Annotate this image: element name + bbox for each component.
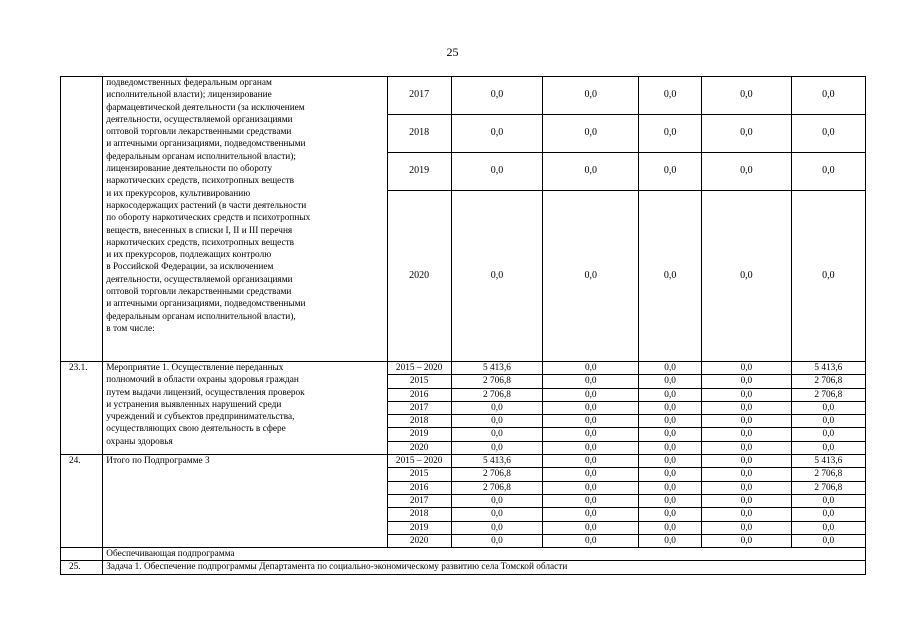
- budget-table: [60, 76, 866, 575]
- year-cell: 2018: [387, 415, 451, 428]
- description-lines: [106, 77, 383, 335]
- table-row: [61, 362, 866, 375]
- year-cell: 2015 – 2020: [387, 455, 451, 468]
- description-line: наркотических средств, психотропных веществ: [106, 237, 295, 248]
- description-line: фармацевтической деятельности (за исключением: [106, 102, 305, 113]
- value-cell: 0,0: [639, 468, 702, 481]
- value-cell: 0,0: [791, 191, 865, 362]
- value-cell: 0,0: [451, 428, 543, 441]
- description-line: федеральным органам исполнительной власти);: [106, 151, 296, 162]
- year-cell: 2020: [387, 534, 451, 547]
- value-cell: 0,0: [702, 375, 792, 388]
- description-line: оптовой торговли лекарственными средствами: [106, 127, 292, 138]
- description-line: в том числе:: [106, 323, 155, 334]
- description-line: и их прекурсоров, культивированию: [106, 188, 251, 199]
- value-cell: 0,0: [639, 508, 702, 521]
- description-line: оптовой торговли лекарственными средствами: [106, 287, 292, 298]
- value-cell: 0,0: [702, 468, 792, 481]
- row-number: 24.: [61, 455, 103, 548]
- description-line: путем выдачи лицензий, осуществления проверок: [106, 387, 305, 398]
- value-cell: 0,0: [543, 153, 639, 191]
- value-cell: 2 706,8: [451, 388, 543, 401]
- year-cell: 2018: [387, 508, 451, 521]
- value-cell: 0,0: [639, 481, 702, 494]
- task-description: Задача 1. Обеспечение подпрограммы Департамента по социально-экономическому развитию села Томской области: [103, 561, 866, 574]
- value-cell: 0,0: [702, 153, 792, 191]
- measure-block: [61, 362, 866, 455]
- value-cell: 0,0: [639, 401, 702, 414]
- value-cell: 0,0: [543, 375, 639, 388]
- value-cell: 0,0: [451, 441, 543, 454]
- description-line: в Российской Федерации, за исключением: [106, 262, 274, 273]
- description-line: по обороту наркотических средств и психотропных: [106, 213, 311, 224]
- description-line: охраны здоровья: [106, 436, 173, 447]
- value-cell: 0,0: [791, 77, 865, 115]
- value-cell: 0,0: [791, 521, 865, 534]
- value-cell: 0,0: [543, 508, 639, 521]
- description-line: деятельности, осуществляемой организациями: [106, 114, 293, 125]
- value-cell: 0,0: [451, 153, 543, 191]
- row-number: 25.: [61, 561, 103, 574]
- value-cell: 0,0: [451, 191, 543, 362]
- value-cell: 0,0: [702, 115, 792, 153]
- row-number-cell: [61, 77, 103, 362]
- value-cell: 0,0: [543, 77, 639, 115]
- value-cell: 0,0: [451, 415, 543, 428]
- description-line: полномочий в области охраны здоровья граждан: [106, 375, 299, 386]
- description-line: федеральным органам исполнительной власти),: [106, 311, 296, 322]
- value-cell: 0,0: [639, 534, 702, 547]
- value-cell: 0,0: [543, 455, 639, 468]
- total-description: Итого по Подпрограмме 3: [103, 455, 387, 548]
- value-cell: 0,0: [543, 401, 639, 414]
- description-line: деятельности, осуществляемой организациями: [106, 274, 293, 285]
- value-cell: 0,0: [451, 401, 543, 414]
- page-number: 25: [446, 45, 459, 59]
- value-cell: 0,0: [702, 481, 792, 494]
- year-cell: 2017: [387, 77, 451, 115]
- value-cell: 0,0: [639, 191, 702, 362]
- table-row: [61, 455, 866, 468]
- description-line: подведомственных федеральным органам: [106, 78, 272, 88]
- year-cell: 2020: [387, 191, 451, 362]
- value-cell: 2 706,8: [791, 468, 865, 481]
- value-cell: 2 706,8: [791, 375, 865, 388]
- value-cell: 0,0: [791, 508, 865, 521]
- value-cell: 0,0: [702, 534, 792, 547]
- value-cell: 0,0: [639, 455, 702, 468]
- value-cell: 0,0: [543, 388, 639, 401]
- year-cell: 2015: [387, 468, 451, 481]
- description-lines: [106, 362, 383, 448]
- value-cell: 0,0: [791, 153, 865, 191]
- value-cell: 0,0: [543, 415, 639, 428]
- value-cell: 0,0: [451, 521, 543, 534]
- year-cell: 2015 – 2020: [387, 362, 451, 375]
- value-cell: 0,0: [639, 153, 702, 191]
- value-cell: 0,0: [543, 441, 639, 454]
- value-cell: 0,0: [543, 362, 639, 375]
- description-line: исполнительной власти); лицензирование: [106, 90, 272, 101]
- value-cell: 0,0: [702, 191, 792, 362]
- year-cell: 2016: [387, 481, 451, 494]
- value-cell: 0,0: [702, 388, 792, 401]
- value-cell: 2 706,8: [451, 375, 543, 388]
- value-cell: 0,0: [791, 441, 865, 454]
- description-line: наркотических средств, психотропных веществ: [106, 176, 295, 187]
- value-cell: 0,0: [702, 77, 792, 115]
- value-cell: 0,0: [639, 375, 702, 388]
- value-cell: 0,0: [791, 428, 865, 441]
- description-line: и их прекурсоров, подлежащих контролю: [106, 250, 272, 261]
- year-cell: 2017: [387, 494, 451, 507]
- value-cell: 0,0: [639, 415, 702, 428]
- value-cell: 0,0: [702, 508, 792, 521]
- value-cell: 0,0: [543, 428, 639, 441]
- value-cell: 0,0: [639, 115, 702, 153]
- value-cell: 2 706,8: [791, 388, 865, 401]
- value-cell: 5 413,6: [791, 455, 865, 468]
- support-subprogram-label: Обеспечивающая подпрограмма: [103, 548, 866, 561]
- value-cell: 0,0: [639, 388, 702, 401]
- value-cell: 0,0: [451, 115, 543, 153]
- value-cell: 0,0: [543, 494, 639, 507]
- description-line: и аптечными организациями, подведомственными: [106, 139, 306, 150]
- value-cell: 0,0: [543, 521, 639, 534]
- year-cell: 2016: [387, 388, 451, 401]
- value-cell: 0,0: [791, 415, 865, 428]
- year-cell: 2017: [387, 401, 451, 414]
- value-cell: 0,0: [639, 521, 702, 534]
- value-cell: 2 706,8: [451, 481, 543, 494]
- value-cell: 0,0: [451, 77, 543, 115]
- value-cell: 0,0: [639, 362, 702, 375]
- value-cell: 0,0: [791, 534, 865, 547]
- value-cell: 0,0: [543, 115, 639, 153]
- value-cell: 0,0: [543, 191, 639, 362]
- value-cell: 0,0: [791, 401, 865, 414]
- value-cell: 0,0: [702, 455, 792, 468]
- table-row: [61, 548, 866, 561]
- value-cell: 5 413,6: [451, 455, 543, 468]
- measure-description: [103, 362, 387, 455]
- table-row: [61, 77, 866, 115]
- description-line: осуществляющих свою деятельность в сфере: [106, 424, 286, 435]
- value-cell: 0,0: [702, 362, 792, 375]
- continuation-description: [103, 77, 387, 362]
- year-cell: 2018: [387, 115, 451, 153]
- value-cell: 0,0: [639, 428, 702, 441]
- description-line: учреждений и субъектов предпринимательства,: [106, 412, 295, 423]
- value-cell: 5 413,6: [451, 362, 543, 375]
- description-line: и аптечными организациями, подведомственными: [106, 299, 306, 310]
- value-cell: 0,0: [639, 441, 702, 454]
- value-cell: 0,0: [451, 534, 543, 547]
- value-cell: 0,0: [543, 481, 639, 494]
- description-line: и устранения выявленных нарушений среди: [106, 399, 282, 410]
- value-cell: 5 413,6: [791, 362, 865, 375]
- value-cell: 2 706,8: [451, 468, 543, 481]
- value-cell: 0,0: [639, 77, 702, 115]
- value-cell: 0,0: [702, 441, 792, 454]
- total-block: [61, 455, 866, 548]
- value-cell: 0,0: [702, 415, 792, 428]
- row-number: 23.1.: [61, 362, 103, 455]
- value-cell: 0,0: [791, 494, 865, 507]
- year-cell: 2019: [387, 153, 451, 191]
- year-cell: 2019: [387, 521, 451, 534]
- value-cell: 0,0: [543, 468, 639, 481]
- value-cell: 0,0: [451, 508, 543, 521]
- description-line: лицензирование деятельности по обороту: [106, 164, 272, 175]
- table-row: [61, 561, 866, 574]
- value-cell: 0,0: [543, 534, 639, 547]
- year-cell: 2020: [387, 441, 451, 454]
- year-cell: 2015: [387, 375, 451, 388]
- value-cell: 0,0: [702, 494, 792, 507]
- value-cell: 0,0: [702, 428, 792, 441]
- value-cell: 0,0: [702, 521, 792, 534]
- value-cell: 2 706,8: [791, 481, 865, 494]
- value-cell: 0,0: [639, 494, 702, 507]
- value-cell: 0,0: [451, 494, 543, 507]
- description-line: веществ, внесенных в списки I, II и III перечня: [106, 225, 293, 236]
- description-line: Мероприятие 1. Осуществление переданных: [106, 363, 284, 373]
- value-cell: 0,0: [791, 115, 865, 153]
- description-line: наркосодержащих растений (в части деятельности: [106, 200, 307, 211]
- year-cell: 2019: [387, 428, 451, 441]
- value-cell: 0,0: [702, 401, 792, 414]
